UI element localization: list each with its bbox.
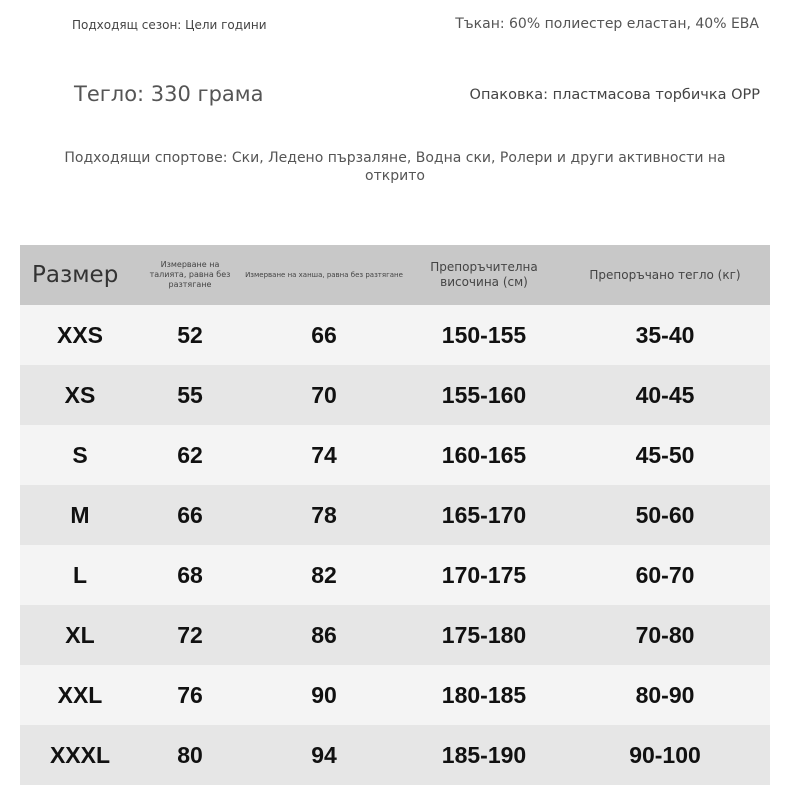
hip-cell: 78 — [311, 501, 337, 528]
height-cell: 175-180 — [441, 621, 527, 648]
weight-cell: 70-80 — [635, 621, 695, 648]
table-header-row — [20, 245, 770, 305]
size-cell: L — [72, 561, 88, 588]
table-row — [20, 605, 770, 665]
hip-cell: 74 — [311, 441, 337, 468]
table-row — [20, 665, 770, 725]
season-info: Подходящ сезон: Цели години — [72, 18, 267, 32]
weight-cell: 60-70 — [635, 561, 695, 588]
table-row — [20, 305, 770, 365]
table-row — [20, 425, 770, 485]
height-cell: 180-185 — [441, 681, 527, 708]
waist-cell: 52 — [177, 321, 203, 348]
weight-cell: 45-50 — [635, 441, 695, 468]
size-cell: XXS — [56, 321, 104, 348]
weight-cell: 80-90 — [635, 681, 695, 708]
height-cell: 170-175 — [441, 561, 527, 588]
weight-cell: 35-40 — [635, 321, 695, 348]
size-table — [20, 245, 770, 785]
table-row — [20, 365, 770, 425]
waist-cell: 80 — [177, 741, 203, 768]
waist-cell: 66 — [177, 501, 203, 528]
weight-cell: 90-100 — [629, 741, 701, 768]
height-cell: 155-160 — [441, 381, 527, 408]
fabric-info: Тъкан: 60% полиестер еластан, 40% EBA — [455, 16, 759, 32]
header-size: Размер — [32, 262, 119, 288]
table-row — [20, 725, 770, 785]
weight-cell: 50-60 — [635, 501, 695, 528]
size-cell: XXXL — [49, 741, 111, 768]
header-hip: Измерване на ханша, равна без разтягане — [245, 271, 403, 279]
height-cell: 150-155 — [441, 321, 527, 348]
waist-cell: 62 — [177, 441, 203, 468]
hip-cell: 94 — [311, 741, 337, 768]
size-cell: XS — [64, 381, 96, 408]
weight-cell: 40-45 — [635, 381, 695, 408]
waist-cell: 76 — [177, 681, 203, 708]
size-cell: M — [70, 501, 90, 528]
table-row — [20, 545, 770, 605]
sports-info: Подходящи спортове: Ски, Ледено пързаляне, Водна ски, Ролери и други активности на открито — [64, 150, 726, 184]
header-height: Препоръчителна височина (см) — [430, 260, 538, 289]
waist-cell: 55 — [177, 381, 203, 408]
hip-cell: 86 — [311, 621, 337, 648]
size-cell: XXL — [57, 681, 103, 708]
header-weight: Препоръчано тегло (кг) — [589, 268, 741, 282]
height-cell: 185-190 — [441, 741, 527, 768]
height-cell: 165-170 — [441, 501, 527, 528]
packaging-info: Опаковка: пластмасова торбичка OPP — [469, 87, 760, 103]
table-row — [20, 485, 770, 545]
header-waist: Измерване на талията, равна без разтягане — [149, 260, 231, 289]
size-cell: XL — [65, 621, 95, 648]
hip-cell: 66 — [311, 321, 337, 348]
waist-cell: 72 — [177, 621, 203, 648]
weight-info: Тегло: 330 грама — [74, 82, 264, 106]
hip-cell: 70 — [311, 381, 337, 408]
height-cell: 160-165 — [441, 441, 527, 468]
hip-cell: 90 — [311, 681, 337, 708]
size-cell: S — [72, 441, 88, 468]
hip-cell: 82 — [311, 561, 337, 588]
waist-cell: 68 — [177, 561, 203, 588]
